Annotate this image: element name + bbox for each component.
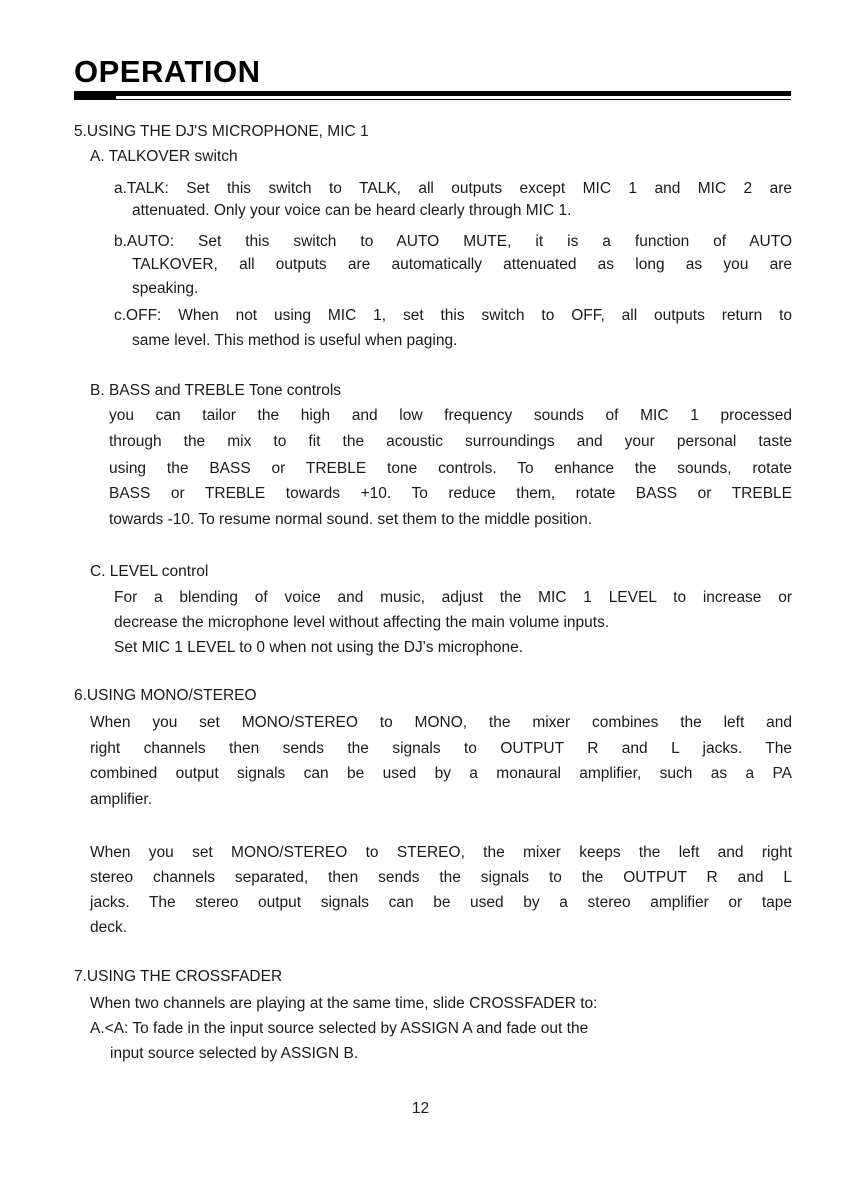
tone-line-4: BASS or TREBLE towards +10. To reduce them, rotate BASS or TREBLE — [109, 485, 792, 502]
crossfader-a-line-2: input source selected by ASSIGN B. — [110, 1045, 359, 1062]
mono-line-1: When you set MONO/STEREO to MONO, the mixer combines the left and — [90, 714, 792, 731]
tone-line-1: you can tailor the high and low frequency sounds of MIC 1 processed — [109, 407, 792, 424]
level-line-2: decrease the microphone level without affecting the main volume inputs. — [114, 614, 610, 631]
stereo-line-1: When you set MONO/STEREO to STEREO, the mixer keeps the left and right — [90, 844, 792, 861]
tone-line-3: using the BASS or TREBLE tone controls. To enhance the sounds, rotate — [109, 460, 792, 477]
auto-line-2: TALKOVER, all outputs are automatically attenuated as long as you are — [132, 256, 792, 273]
level-line-3: Set MIC 1 LEVEL to 0 when not using the DJ's microphone. — [114, 639, 524, 656]
section-6-heading: 6.USING MONO/STEREO — [74, 687, 257, 704]
auto-line-3: speaking. — [132, 280, 199, 297]
crossfader-a-line-1: A.<A: To fade in the input source selected by ASSIGN A and fade out the — [90, 1020, 589, 1037]
page-title: OPERATION — [74, 54, 261, 89]
section-5b-heading: B. BASS and TREBLE Tone controls — [90, 382, 342, 399]
auto-line-1: b.AUTO: Set this switch to AUTO MUTE, it is a function of AUTO — [114, 233, 792, 250]
section-7-heading: 7.USING THE CROSSFADER — [74, 968, 283, 985]
level-line-1: For a blending of voice and music, adjust the MIC 1 LEVEL to increase or — [114, 589, 792, 606]
tone-line-5: towards -10. To resume normal sound. set them to the middle position. — [109, 511, 593, 528]
section-5c-heading: C. LEVEL control — [90, 563, 209, 580]
mono-line-4: amplifier. — [90, 791, 153, 808]
talk-line-1: a.TALK: Set this switch to TALK, all outputs except MIC 1 and MIC 2 are — [114, 180, 792, 197]
page-number: 12 — [411, 1100, 430, 1117]
off-line-2: same level. This method is useful when paging. — [132, 332, 458, 349]
header-rule-thin — [74, 99, 791, 100]
stereo-line-4: deck. — [90, 919, 128, 936]
tone-line-2: through the mix to fit the acoustic surroundings and your personal taste — [109, 433, 792, 450]
section-5-heading: 5.USING THE DJ'S MICROPHONE, MIC 1 — [74, 123, 369, 140]
header-rule — [74, 91, 791, 96]
section-5a-heading: A. TALKOVER switch — [90, 148, 238, 165]
talk-line-2: attenuated. Only your voice can be heard clearly through MIC 1. — [132, 202, 572, 219]
mono-line-2: right channels then sends the signals to OUTPUT R and L jacks. The — [90, 740, 792, 757]
mono-line-3: combined output signals can be used by a monaural amplifier, such as a PA — [90, 765, 792, 782]
off-line-1: c.OFF: When not using MIC 1, set this switch to OFF, all outputs return to — [114, 307, 792, 324]
crossfader-intro: When two channels are playing at the same time, slide CROSSFADER to: — [90, 995, 598, 1012]
stereo-line-2: stereo channels separated, then sends the signals to the OUTPUT R and L — [90, 869, 792, 886]
stereo-line-3: jacks. The stereo output signals can be used by a stereo amplifier or tape — [90, 894, 792, 911]
